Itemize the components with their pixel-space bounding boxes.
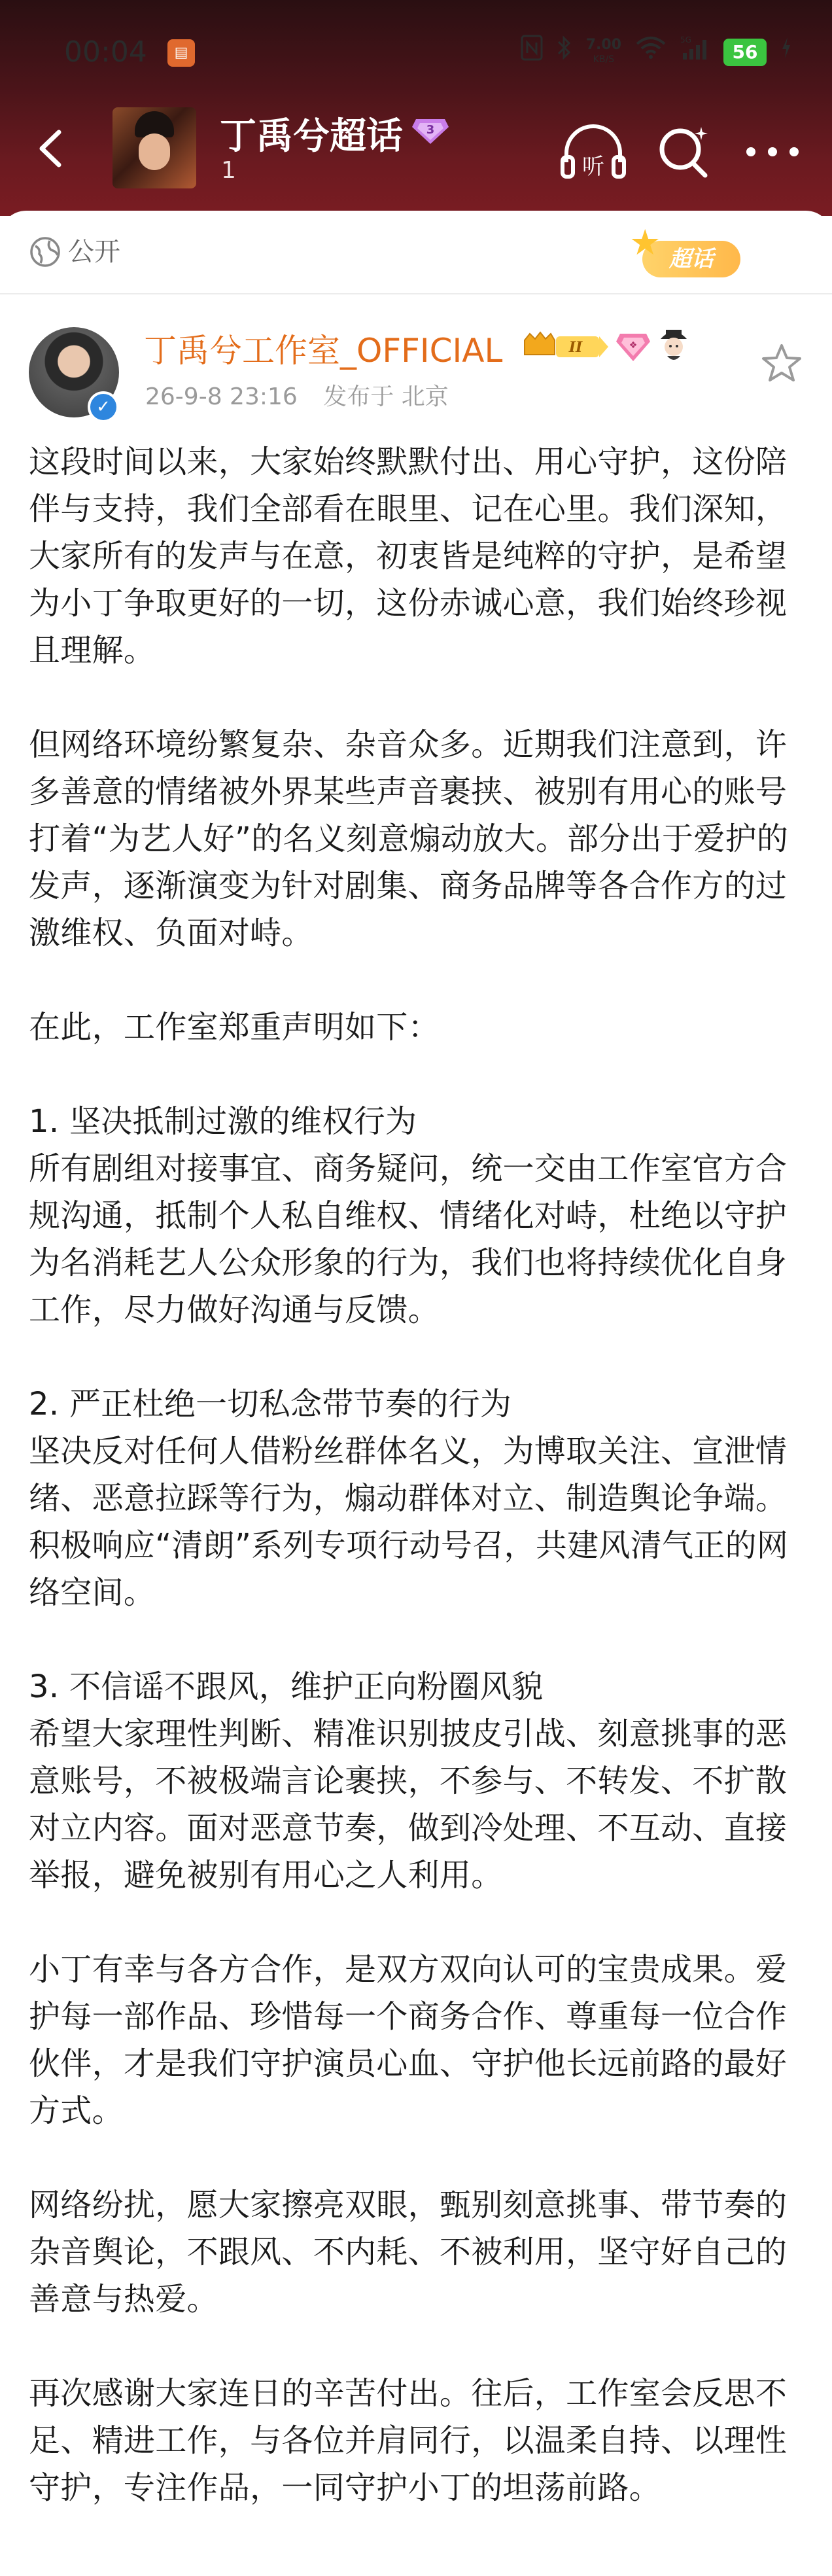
topic-level-text: 3 (426, 123, 435, 137)
nfc-icon (521, 33, 543, 72)
headphones-icon (557, 120, 629, 186)
post-paragraph: 但网络环境纷繁复杂、杂音众多。近期我们注意到，许多善意的情绪被外界某些声音裹挟、被别有用心的账号打着“为艺人好”的名义刻意煽动放大。部分出于爱护的发声，逐渐演变为针对剧集、商务品牌等各合作方的过激维权、负面对峙。 (29, 726, 789, 951)
bluetooth-icon (556, 33, 573, 72)
post-body (29, 438, 807, 2511)
supertopic-tag-label: 超话 (642, 241, 740, 277)
post-paragraph: 2. 严正杜绝一切私念带节奏的行为 坚决反对任何人借粉丝群体名义，为博取关注、宣泄情绪、恶意拉踩等行为，煽动群体对立、制造舆论争端。积极响应“清朗”系列专项行动号召，共建风清气正的网络空间。 (29, 1386, 789, 1611)
network-speed-value: 7.00 (585, 37, 621, 53)
post-paragraph: 小丁有幸与各方合作，是双方双向认可的宝贵成果。爱护每一部作品、珍惜每一个商务合作、尊重每一位合作伙伴，才是我们守护演员心血、守护他长远前路的最好方式。 (29, 1951, 788, 2129)
topic-header (0, 0, 832, 216)
topic-title[interactable]: 丁禹兮超话 (220, 115, 403, 158)
topic-avatar[interactable] (113, 107, 196, 188)
post-location: 发布于 北京 (323, 383, 449, 410)
more-dots-icon (737, 119, 808, 185)
star-icon: ★ (629, 222, 661, 263)
vip-badge[interactable] (521, 328, 610, 362)
more-options-button[interactable] (737, 119, 808, 185)
post-paragraph: 3. 不信谣不跟风，维护正向粉圈风貌 希望大家理性判断、精准识别披皮引战、刻意挑事的恶意账号，不被极端言论裹挟，不参与、不转发、不扩散对立内容。面对恶意节奏，做到冷处理、不互动、直接举报，避免被别有用心之人利用。 (29, 1668, 788, 1894)
status-bar (0, 0, 832, 105)
charging-icon (780, 33, 793, 72)
post-date: 26-9-8 23:16 (145, 383, 298, 410)
search-button[interactable] (651, 119, 717, 185)
vip-level-text: II (568, 339, 583, 356)
topic-level-badge (411, 114, 450, 145)
back-button[interactable] (26, 119, 78, 178)
visibility-row (0, 211, 832, 294)
network-speed-unit: KB/S (593, 54, 615, 65)
author-name[interactable]: 丁禹兮工作室_OFFICIAL (144, 332, 503, 370)
navigation-bar (0, 105, 832, 196)
mascot-badge[interactable] (654, 325, 693, 364)
status-icons (521, 33, 793, 72)
post-paragraph: 网络纷扰，愿大家擦亮双眼，甄别刻意挑事、带节奏的杂音舆论，不跟风、不内耗、不被利用，坚守好自己的善意与热爱。 (29, 2187, 788, 2318)
visibility-label: 公开 (68, 237, 120, 267)
search-icon (651, 119, 717, 185)
verified-icon: ✓ (88, 391, 119, 423)
svg-text:听: 听 (582, 154, 604, 180)
app-notification-icon: ▤ (167, 39, 195, 67)
post-card (0, 211, 832, 2576)
wifi-icon (634, 33, 667, 72)
medal-badge[interactable] (615, 327, 651, 364)
topic-count: 1 (221, 157, 236, 184)
status-time: 00:04 (64, 35, 147, 69)
svg-text:❖: ❖ (629, 340, 638, 351)
listen-button[interactable] (557, 120, 629, 186)
network-speed (586, 38, 621, 67)
star-outline-icon (759, 340, 805, 386)
author-row (0, 315, 832, 417)
supertopic-tag[interactable] (629, 222, 760, 284)
chevron-left-icon (26, 119, 78, 178)
post-paragraph: 再次感谢大家连日的辛苦付出。往后，工作室会反思不足、精进工作，与各位并肩同行，以温柔自持、以理性守护，专注作品，一同守护小丁的坦荡前路。 (29, 2375, 788, 2506)
post-paragraph: 这段时间以来，大家始终默默付出、用心守护，这份陪伴与支持，我们全部看在眼里、记在心里。我们深知，大家所有的发声与在意，初衷皆是纯粹的守护，是希望为小丁争取更好的一切，这份赤诚心意，我们始终珍视且理解。 (29, 444, 788, 669)
post-paragraph: 1. 坚决抵制过激的维权行为 所有剧组对接事宜、商务疑问，统一交由工作室官方合规沟通，抵制个人私自维权、情绪化对峙，杜绝以守护为名消耗艺人公众形象的行为，我们也将持续优化自身工作，尽力做好沟通与反馈。 (29, 1103, 788, 1328)
svg-text:5G: 5G (680, 35, 691, 44)
5g-signal-icon (680, 33, 710, 72)
post-paragraph: 在此，工作室郑重声明如下： (29, 1009, 440, 1046)
post-meta (145, 378, 449, 412)
favorite-button[interactable] (759, 340, 805, 386)
battery-indicator: 56 (723, 39, 767, 66)
globe-icon (29, 236, 61, 268)
